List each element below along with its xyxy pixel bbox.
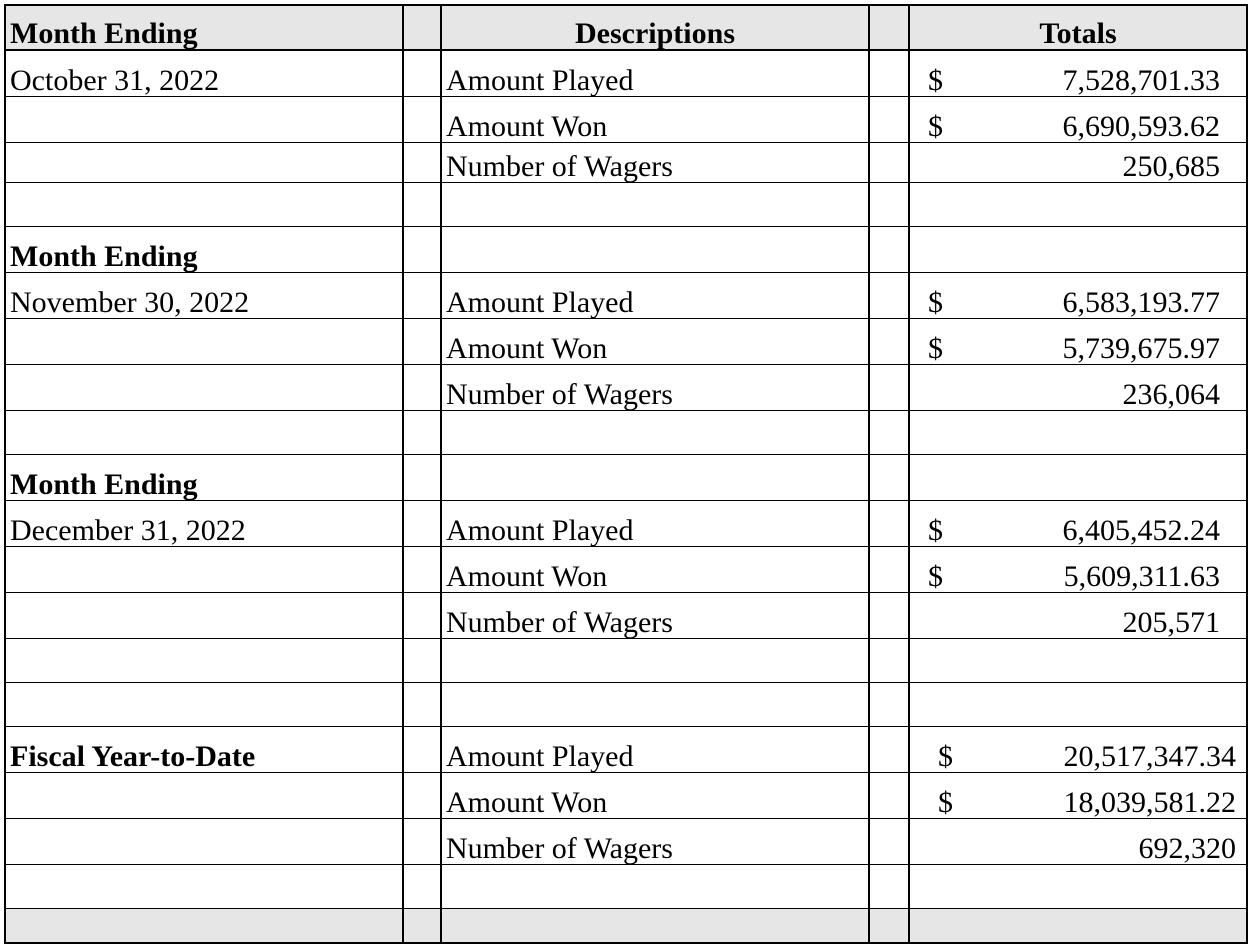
wagering-totals-table bbox=[4, 4, 1248, 944]
description-label: Amount Won bbox=[441, 318, 869, 364]
blank-row bbox=[5, 182, 1247, 226]
spacer-cell bbox=[869, 272, 909, 318]
dollar-sign: $ bbox=[938, 739, 953, 772]
amount-value: 20,517,347.34 bbox=[1063, 739, 1236, 772]
spacer-cell bbox=[869, 226, 909, 272]
amount-value: 5,609,311.63 bbox=[1063, 559, 1220, 592]
total-value bbox=[909, 50, 1247, 96]
spacer-cell bbox=[869, 318, 909, 364]
spacer-cell bbox=[403, 5, 441, 50]
empty-cell bbox=[5, 364, 403, 410]
footer-row bbox=[5, 908, 1247, 943]
month-date: December 31, 2022 bbox=[5, 500, 403, 546]
spacer-cell bbox=[403, 50, 441, 96]
wagers-count: 250,685 bbox=[1122, 149, 1220, 182]
description-label: Number of Wagers bbox=[441, 818, 869, 864]
description-label: Amount Played bbox=[441, 726, 869, 772]
table-row bbox=[5, 142, 1247, 182]
section-label: Month Ending bbox=[5, 226, 403, 272]
spacer-cell bbox=[403, 726, 441, 772]
table-row bbox=[5, 50, 1247, 96]
spacer-cell bbox=[403, 500, 441, 546]
spacer-cell bbox=[869, 454, 909, 500]
spacer-cell bbox=[869, 96, 909, 142]
description-label: Amount Played bbox=[441, 50, 869, 96]
header-totals: Totals bbox=[909, 5, 1247, 50]
amount-value: 18,039,581.22 bbox=[1063, 785, 1236, 818]
total-value bbox=[909, 726, 1247, 772]
blank-row bbox=[5, 682, 1247, 726]
empty-cell bbox=[5, 592, 403, 638]
table-row bbox=[5, 818, 1247, 864]
empty-cell bbox=[909, 454, 1247, 500]
header-month-ending: Month Ending bbox=[5, 5, 403, 50]
total-value bbox=[909, 772, 1247, 818]
section-label-row bbox=[5, 454, 1247, 500]
table-row bbox=[5, 364, 1247, 410]
spacer-cell bbox=[869, 726, 909, 772]
spacer-cell bbox=[403, 818, 441, 864]
blank-row bbox=[5, 410, 1247, 454]
total-value bbox=[909, 318, 1247, 364]
spacer-cell bbox=[869, 592, 909, 638]
description-label: Number of Wagers bbox=[441, 592, 869, 638]
dollar-sign: $ bbox=[928, 285, 943, 318]
table-row bbox=[5, 96, 1247, 142]
empty-cell bbox=[5, 772, 403, 818]
description-label: Amount Won bbox=[441, 96, 869, 142]
wagers-count: 205,571 bbox=[1122, 605, 1220, 638]
dollar-sign: $ bbox=[928, 513, 943, 546]
spacer-cell bbox=[403, 226, 441, 272]
description-label: Amount Played bbox=[441, 500, 869, 546]
header-row bbox=[5, 5, 1247, 50]
total-value bbox=[909, 364, 1247, 410]
table-row bbox=[5, 500, 1247, 546]
empty-cell bbox=[5, 96, 403, 142]
description-label: Number of Wagers bbox=[441, 142, 869, 182]
spacer-cell bbox=[869, 5, 909, 50]
section-label-row bbox=[5, 226, 1247, 272]
empty-cell bbox=[909, 226, 1247, 272]
spacer-cell bbox=[403, 96, 441, 142]
dollar-sign: $ bbox=[928, 109, 943, 142]
dollar-sign: $ bbox=[938, 785, 953, 818]
wagers-count: 692,320 bbox=[1138, 831, 1236, 864]
total-value bbox=[909, 818, 1247, 864]
month-date: October 31, 2022 bbox=[5, 50, 403, 96]
dollar-sign: $ bbox=[928, 559, 943, 592]
spacer-cell bbox=[403, 272, 441, 318]
wagers-count: 236,064 bbox=[1122, 377, 1220, 410]
table-row bbox=[5, 592, 1247, 638]
blank-row bbox=[5, 638, 1247, 682]
total-value bbox=[909, 96, 1247, 142]
header-descriptions: Descriptions bbox=[441, 5, 869, 50]
total-value bbox=[909, 500, 1247, 546]
table-row bbox=[5, 726, 1247, 772]
description-label: Amount Played bbox=[441, 272, 869, 318]
spacer-cell bbox=[403, 592, 441, 638]
spacer-cell bbox=[869, 142, 909, 182]
blank-row bbox=[5, 864, 1247, 908]
section-label: Month Ending bbox=[5, 454, 403, 500]
amount-value: 5,739,675.97 bbox=[1062, 331, 1220, 364]
dollar-sign: $ bbox=[928, 63, 943, 96]
empty-cell bbox=[441, 454, 869, 500]
dollar-sign: $ bbox=[928, 331, 943, 364]
description-label: Amount Won bbox=[441, 546, 869, 592]
spacer-cell bbox=[403, 546, 441, 592]
amount-value: 6,690,593.62 bbox=[1062, 109, 1220, 142]
spacer-cell bbox=[403, 318, 441, 364]
empty-cell bbox=[5, 818, 403, 864]
total-value bbox=[909, 142, 1247, 182]
spacer-cell bbox=[869, 546, 909, 592]
total-value bbox=[909, 546, 1247, 592]
total-value bbox=[909, 272, 1247, 318]
empty-cell bbox=[5, 142, 403, 182]
spacer-cell bbox=[403, 772, 441, 818]
description-label: Amount Won bbox=[441, 772, 869, 818]
amount-value: 6,583,193.77 bbox=[1062, 285, 1220, 318]
empty-cell bbox=[5, 318, 403, 364]
fiscal-ytd-label: Fiscal Year-to-Date bbox=[5, 726, 403, 772]
empty-cell bbox=[441, 226, 869, 272]
table-row bbox=[5, 546, 1247, 592]
month-date: November 30, 2022 bbox=[5, 272, 403, 318]
spacer-cell bbox=[869, 818, 909, 864]
table-row bbox=[5, 272, 1247, 318]
empty-cell bbox=[5, 546, 403, 592]
amount-value: 7,528,701.33 bbox=[1062, 63, 1220, 96]
spacer-cell bbox=[869, 772, 909, 818]
table-row bbox=[5, 318, 1247, 364]
amount-value: 6,405,452.24 bbox=[1062, 513, 1220, 546]
description-label: Number of Wagers bbox=[441, 364, 869, 410]
table-row bbox=[5, 772, 1247, 818]
spacer-cell bbox=[403, 142, 441, 182]
total-value bbox=[909, 592, 1247, 638]
spacer-cell bbox=[869, 500, 909, 546]
spacer-cell bbox=[403, 454, 441, 500]
spacer-cell bbox=[403, 364, 441, 410]
spacer-cell bbox=[869, 364, 909, 410]
spacer-cell bbox=[869, 50, 909, 96]
